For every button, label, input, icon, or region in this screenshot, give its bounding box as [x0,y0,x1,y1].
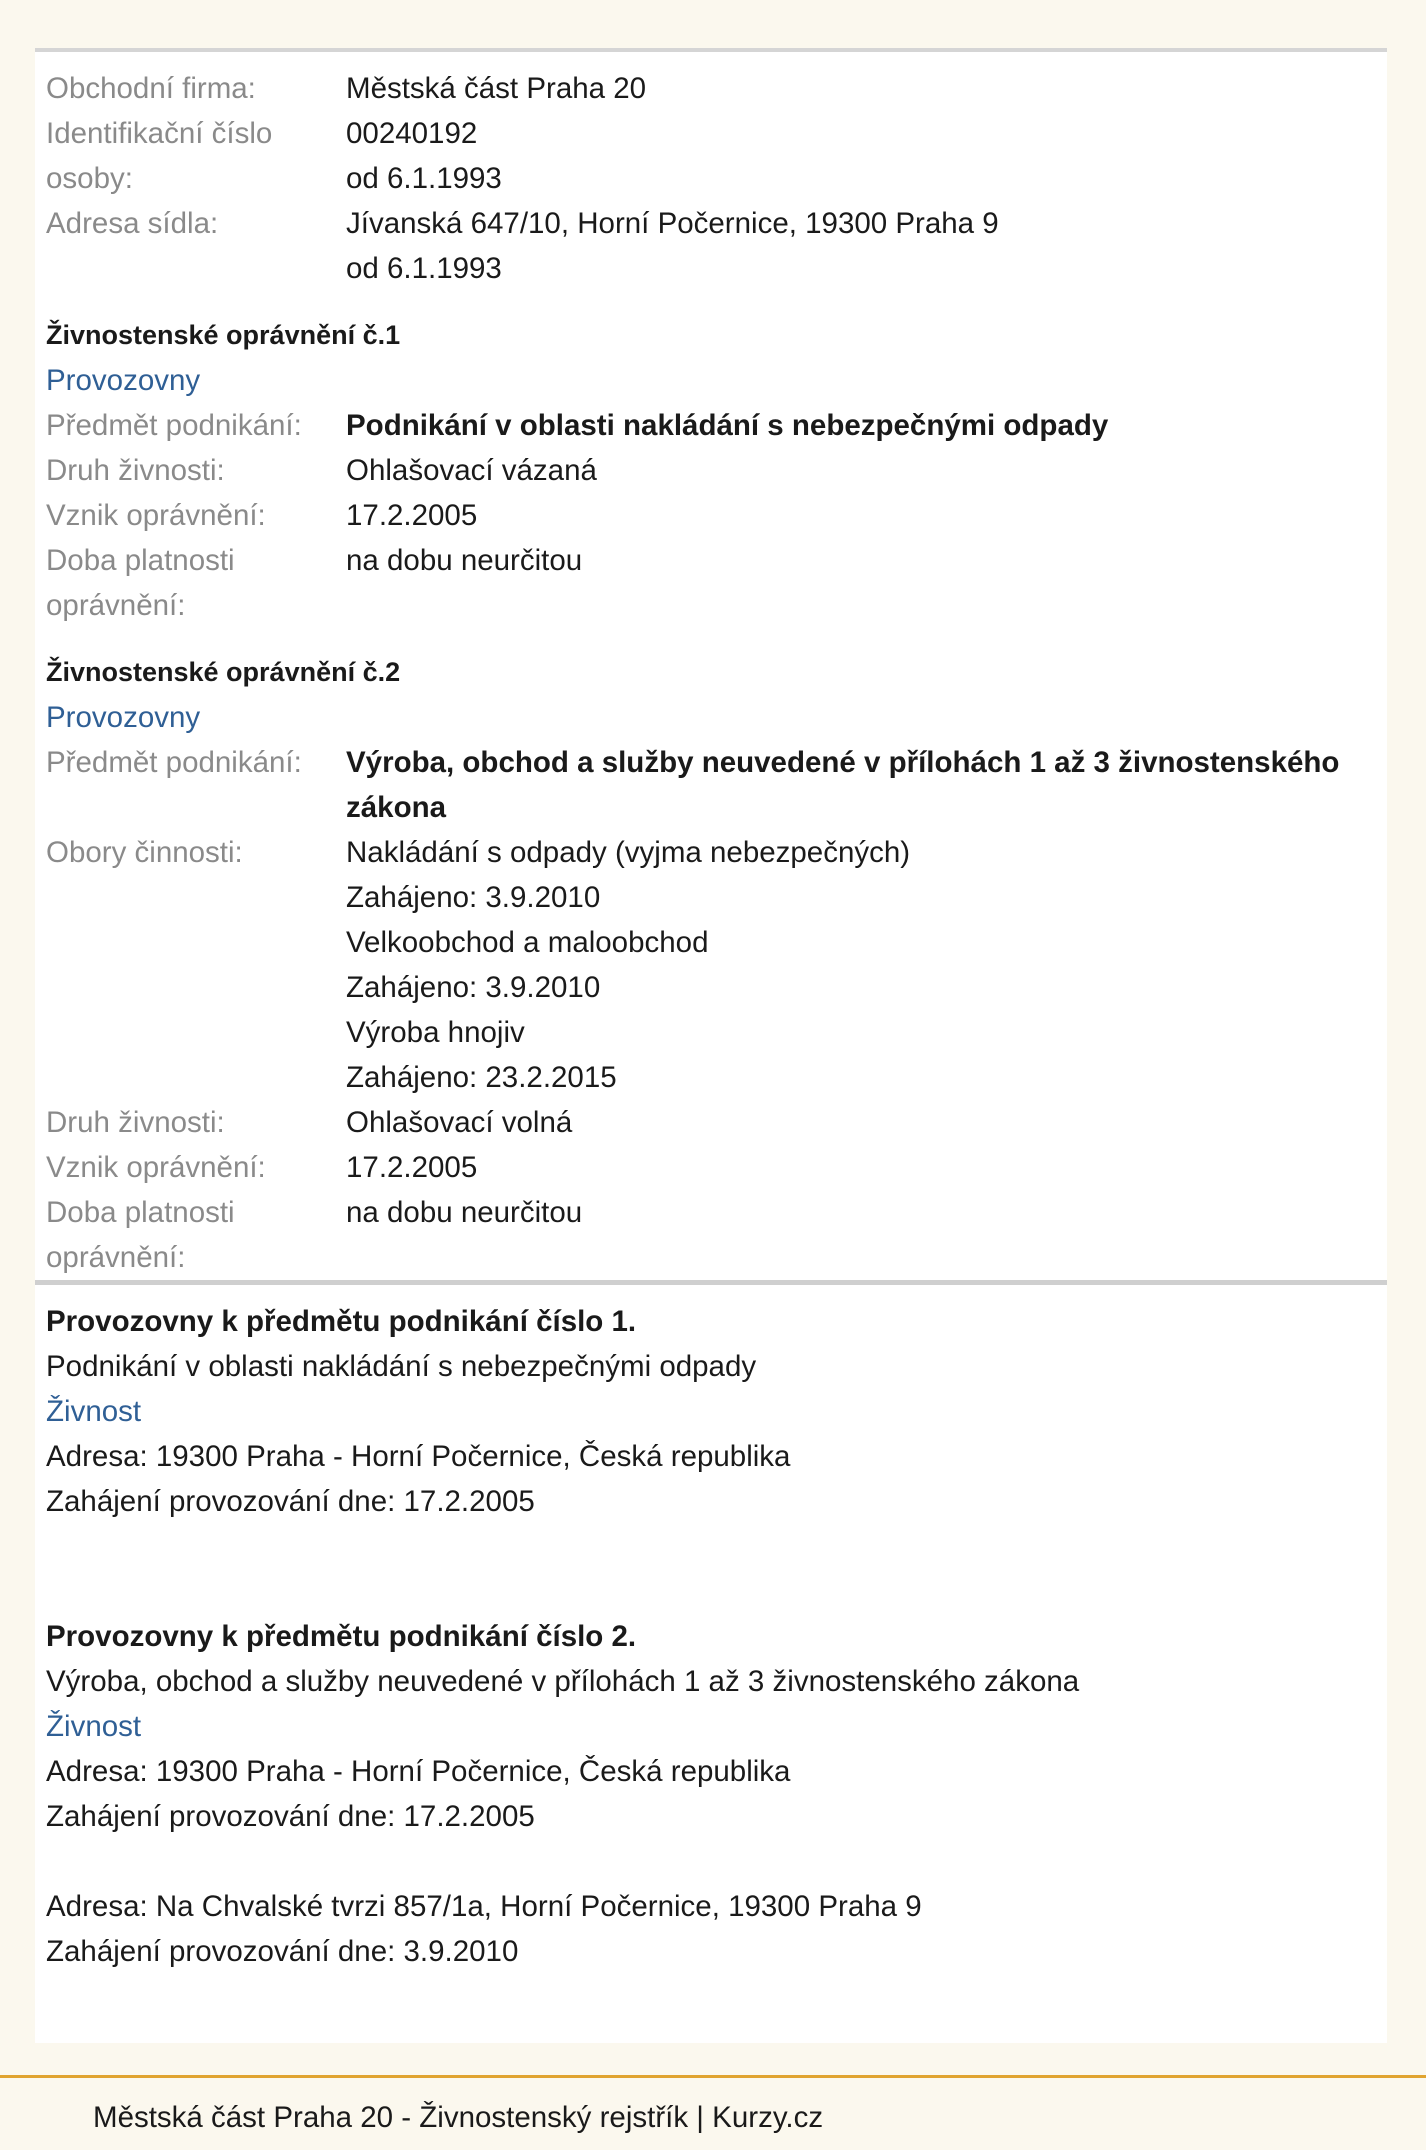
establishment-2-start-2: Zahájení provozování dne: 3.9.2010 [46,1935,519,1968]
permit-2-subject-row [46,740,1376,830]
permit-2-origin-row [46,1145,1376,1190]
permit-2-fields-label: Obory činnosti: [46,836,243,869]
permit-2-establishments-link[interactable]: Provozovny [46,701,201,734]
permit-2-field-item: Nakládání s odpady (vyjma nebezpečných) [346,836,911,869]
permit-1-subject-row [46,403,1376,448]
permit-2-field-item: Výroba hnojiv [346,1016,525,1049]
section-divider [35,1280,1387,1285]
permit-2-validity-label-line2: oprávnění: [46,1241,186,1274]
permit-1-validity-row [46,538,1376,628]
company-id-number: 00240192 [346,117,478,150]
permit-2-subject-line2: zákona [346,791,447,824]
permit-2-heading: Živnostenské oprávnění č.2 [46,657,401,687]
permit-1-origin-value: 17.2.2005 [346,499,478,532]
permit-2-type-row [46,1100,1376,1145]
spacer [46,1524,1376,1614]
company-id-label [46,111,346,201]
company-id-since: od 6.1.1993 [346,162,502,195]
permit-2-validity-label-line1: Doba platnosti [46,1196,235,1229]
permit-2-field-start: Zahájeno: 3.9.2010 [346,971,601,1004]
company-address-row [46,201,1376,291]
company-name-label: Obchodní firma: [46,72,256,105]
permit-1-subject-label: Předmět podnikání: [46,409,302,442]
permit-1-origin-label: Vznik oprávnění: [46,499,266,532]
footer-text: Městská část Praha 20 - Živnostenský rejstřík | Kurzy.cz [93,2101,824,2134]
permit-2-origin-label: Vznik oprávnění: [46,1151,266,1184]
company-address-since: od 6.1.1993 [346,252,502,285]
detail-panel [35,48,1387,2043]
detail-content [35,52,1387,1974]
establishment-2-heading: Provozovny k předmětu podnikání číslo 2. [46,1620,637,1653]
establishment-1-subject: Podnikání v oblasti nakládání s nebezpečnými odpady [46,1350,757,1383]
permit-1-establishments-link[interactable]: Provozovny [46,364,201,397]
permit-1-type-label: Druh živnosti: [46,454,225,487]
permit-2-validity-row [46,1190,1376,1280]
permit-2-field-item: Velkoobchod a maloobchod [346,926,709,959]
establishment-group-1 [46,1299,1376,1524]
company-id-label-line1: Identifikační číslo [46,117,273,150]
company-address-value [346,201,1376,291]
company-name-row [46,66,1376,111]
permit-1-type-row [46,448,1376,493]
permit-2-validity-value: na dobu neurčitou [346,1196,583,1229]
permit-2-origin-value: 17.2.2005 [346,1151,478,1184]
footer-divider [0,2075,1426,2078]
establishment-1-address: Adresa: 19300 Praha - Horní Počernice, Česká republika [46,1440,791,1473]
permit-2-field-start: Zahájeno: 3.9.2010 [346,881,601,914]
permit-2-type-value: Ohlašovací volná [346,1106,573,1139]
permit-1-validity-label-line2: oprávnění: [46,589,186,622]
establishment-1-trade-link[interactable]: Živnost [46,1395,142,1428]
establishment-2-address: Adresa: 19300 Praha - Horní Počernice, Česká republika [46,1755,791,1788]
permit-1-validity-label [46,538,346,628]
establishment-1-start: Zahájení provozování dne: 17.2.2005 [46,1485,535,1518]
permit-2-field-start: Zahájeno: 23.2.2015 [346,1061,617,1094]
company-id-row [46,111,1376,201]
permit-1-validity-value: na dobu neurčitou [346,544,583,577]
permit-2-fields-list [346,830,1376,1100]
permit-1-type-value: Ohlašovací vázaná [346,454,597,487]
company-id-label-line2: osoby: [46,162,133,195]
permit-2-type-label: Druh živnosti: [46,1106,225,1139]
company-id-value [346,111,1376,201]
permit-2-subject-value [346,740,1376,830]
permit-2-validity-label [46,1190,346,1280]
permit-1-heading: Živnostenské oprávnění č.1 [46,320,401,350]
permit-2-subject-label: Předmět podnikání: [46,746,302,779]
establishment-group-2 [46,1614,1376,1974]
permit-2-subject-line1: Výroba, obchod a služby neuvedené v přílohách 1 až 3 živnostenského [346,746,1340,779]
permit-1-subject-value: Podnikání v oblasti nakládání s nebezpečnými odpady [346,409,1109,442]
company-address-text: Jívanská 647/10, Horní Počernice, 19300 Praha 9 [346,207,999,240]
company-address-label: Adresa sídla: [46,207,219,240]
company-name-value: Městská část Praha 20 [346,72,647,105]
permit-2-fields-row [46,830,1376,1100]
establishment-2-address-2: Adresa: Na Chvalské tvrzi 857/1a, Horní Počernice, 19300 Praha 9 [46,1890,922,1923]
establishment-2-trade-link[interactable]: Živnost [46,1710,142,1743]
establishment-2-start: Zahájení provozování dne: 17.2.2005 [46,1800,535,1833]
permit-1-origin-row [46,493,1376,538]
spacer [46,1839,1376,1884]
establishment-1-heading: Provozovny k předmětu podnikání číslo 1. [46,1305,637,1338]
establishment-2-subject: Výroba, obchod a služby neuvedené v přílohách 1 až 3 živnostenského zákona [46,1665,1080,1698]
permit-1-validity-label-line1: Doba platnosti [46,544,235,577]
